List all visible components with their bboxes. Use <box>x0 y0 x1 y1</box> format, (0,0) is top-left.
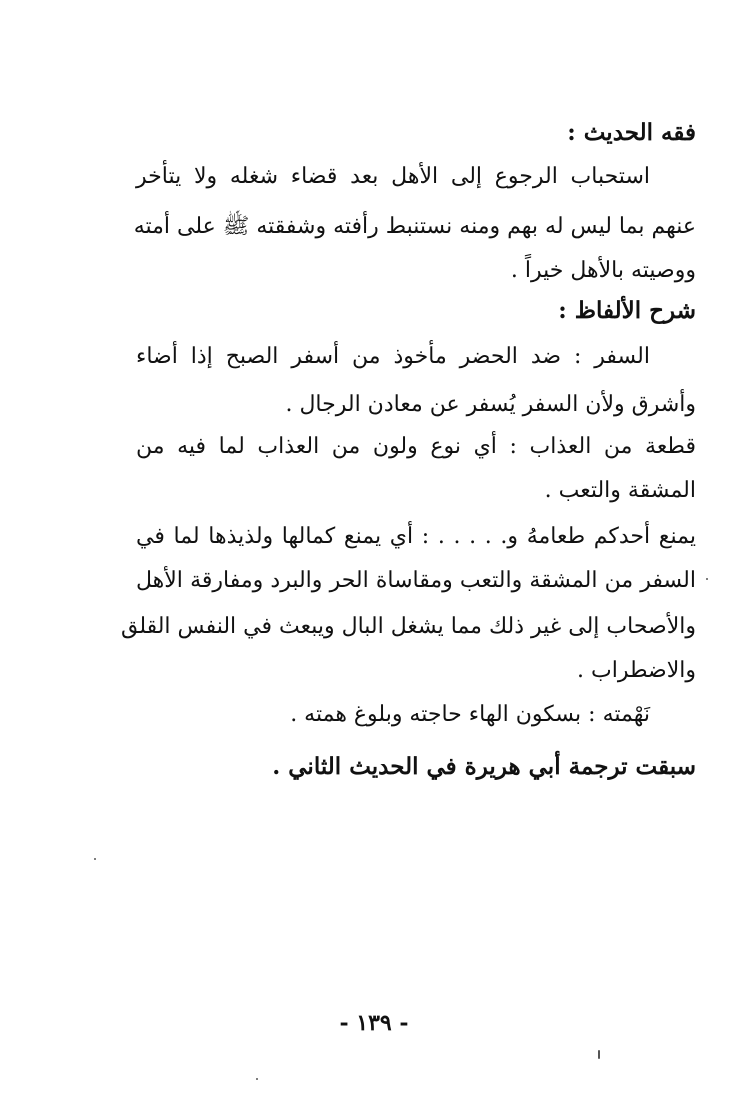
vocab-safar-line-2: وأشرق ولأن السفر يُسفر عن معادن الرجال . <box>285 392 696 417</box>
vocab-yamna-line-3: والأصحاب إلى غير ذلك مما يشغل البال ويبعث في النفس القلق <box>120 614 696 639</box>
vocab-yamna-line-1: يمنع أحدكم طعامهُ و. . . . . : أي يمنع كمالها ولذيذها لما في <box>136 524 696 549</box>
vocab-safar-line-1: السفر : ضد الحضر مأخوذ من أسفر الصبح إذا أضاء <box>136 344 650 369</box>
section-heading-vocab: شرح الألفاظ : <box>558 297 696 324</box>
scan-speck-icon <box>706 578 708 580</box>
vocab-yamna-line-2: السفر من المشقة والتعب ومقاساة الحر والبرد ومفارقة الأهل <box>136 568 696 593</box>
section-heading-fiqh: فقه الحديث : <box>567 119 696 146</box>
page-number: - ١٣٩ - <box>339 1010 409 1036</box>
vocab-nahmatuh-line: نَهْمته : بسكون الهاء حاجته وبلوغ همته . <box>290 702 650 727</box>
fiqh-line-2: عنهم بما ليس له بهم ومنه نستنبط رأفته وشفقته ﷺ على أمته <box>133 214 696 239</box>
vocab-qitah-line-2: المشقة والتعب . <box>544 478 696 503</box>
scan-speck-icon <box>598 1050 600 1059</box>
vocab-qitah-line-1: قطعة من العذاب : أي نوع ولون من العذاب لما فيه من <box>136 434 696 459</box>
fiqh-line-1: استحباب الرجوع إلى الأهل بعد قضاء شغله ولا يتأخر <box>136 164 650 189</box>
scan-speck-icon <box>94 858 96 860</box>
closing-note: سبقت ترجمة أبي هريرة في الحديث الثاني . <box>272 753 696 780</box>
fiqh-line-3: ووصيته بالأهل خيراً . <box>510 258 696 283</box>
scan-speck-icon <box>256 1078 258 1080</box>
vocab-yamna-line-4: والاضطراب . <box>577 658 696 683</box>
